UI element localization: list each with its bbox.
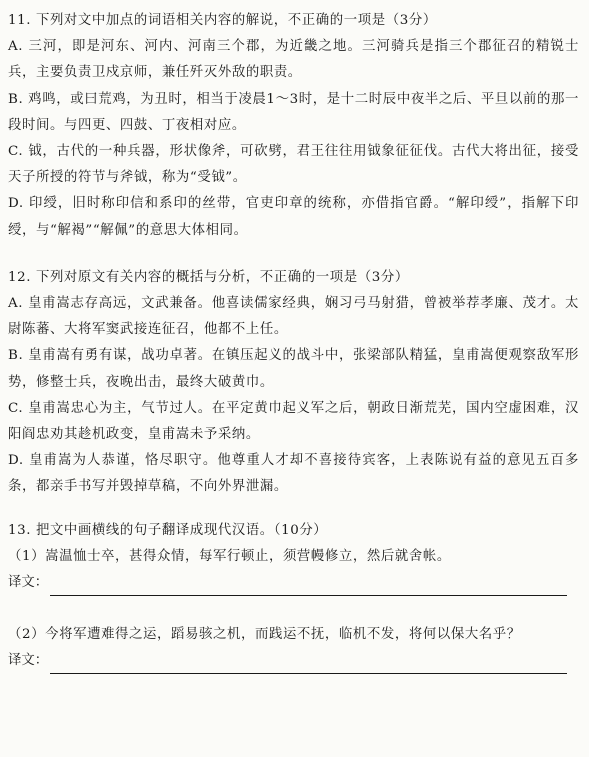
question-12-option-c: C. 皇甫嵩忠心为主，气节过人。在平定黄巾起义军之后，朝政日渐荒芜，国内空虚困难，汉阳阎忠劝其趁机政变，皇甫嵩未予采纳。 (8, 400, 579, 443)
spacer (8, 244, 579, 265)
question-11-stem: 11. 下列对文中加点的词语相关内容的解说，不正确的一项是（3分） (8, 13, 437, 28)
question-12-option-a: A. 皇甫嵩志存高远，文武兼备。他喜读儒家经典，娴习弓马射猎，曾被举荐孝廉、茂才。太尉陈蕃、大将军窦武接连征召，他都不上任。 (8, 296, 579, 338)
question-11-option-a: A. 三河，即是河东、河内、河南三个郡，为近畿之地。三河骑兵是指三个郡征召的精锐士兵，主要负责卫戍京师，兼任歼灭外敌的职责。 (8, 39, 579, 81)
question-12-option-d: D. 皇甫嵩为人恭谨，恪尽职守。他尊重人才却不喜接待宾客，上表陈说有益的意见五百多条，都亲手书写并毁掉草稿，不向外界泄漏。 (8, 453, 579, 495)
question-13-item-1: （1）嵩温恤士卒，甚得众情，每军行顿止，须营幔修立，然后就舍帐。 (8, 548, 451, 564)
answer-label: 译文： (8, 575, 49, 591)
answer-line[interactable] (50, 657, 567, 674)
spacer (8, 596, 579, 622)
question-11-option-c: C. 钺，古代的一种兵器，形状像斧，可砍劈，君王往往用钺象征征伐。古代大将出征，接受天子所授的符节与斧钺，称为“受钺”。 (8, 144, 579, 186)
question-13-item-2: （2）今将军遭难得之运，蹈易骇之机，而践运不抚，临机不发，将何以保大名乎？ (8, 627, 521, 643)
question-12-stem: 12. 下列对原文有关内容的概括与分析，不正确的一项是（3分） (8, 269, 409, 285)
question-13-stem: 13. 把文中画横线的句子翻译成现代汉语。（10分） (8, 522, 328, 538)
question-11-option-b: B. 鸡鸣，或曰荒鸡，为丑时，相当于凌晨1～3时，是十二时辰中夜半之后、平旦以前的那一段时间。与四更、四鼓、丁夜相对应。 (8, 91, 579, 133)
answer-row-1[interactable] (8, 570, 579, 596)
question-11-option-d: D. 印绶，旧时称印信和系印的丝带，官吏印章的统称，亦借指官爵。“解印绶”，指解下印绶，与“解褐”“解佩”的意思大体相同。 (8, 196, 579, 238)
answer-line[interactable] (50, 579, 567, 596)
question-12-option-b: B. 皇甫嵩有勇有谋，战功卓著。在镇压起义的战斗中，张梁部队精猛，皇甫嵩便观察敌军形势，修整士兵，夜晚出击，最终大破黄巾。 (8, 348, 579, 390)
answer-label: 译文： (8, 653, 49, 669)
answer-row-2[interactable] (8, 648, 579, 674)
spacer (8, 501, 579, 518)
